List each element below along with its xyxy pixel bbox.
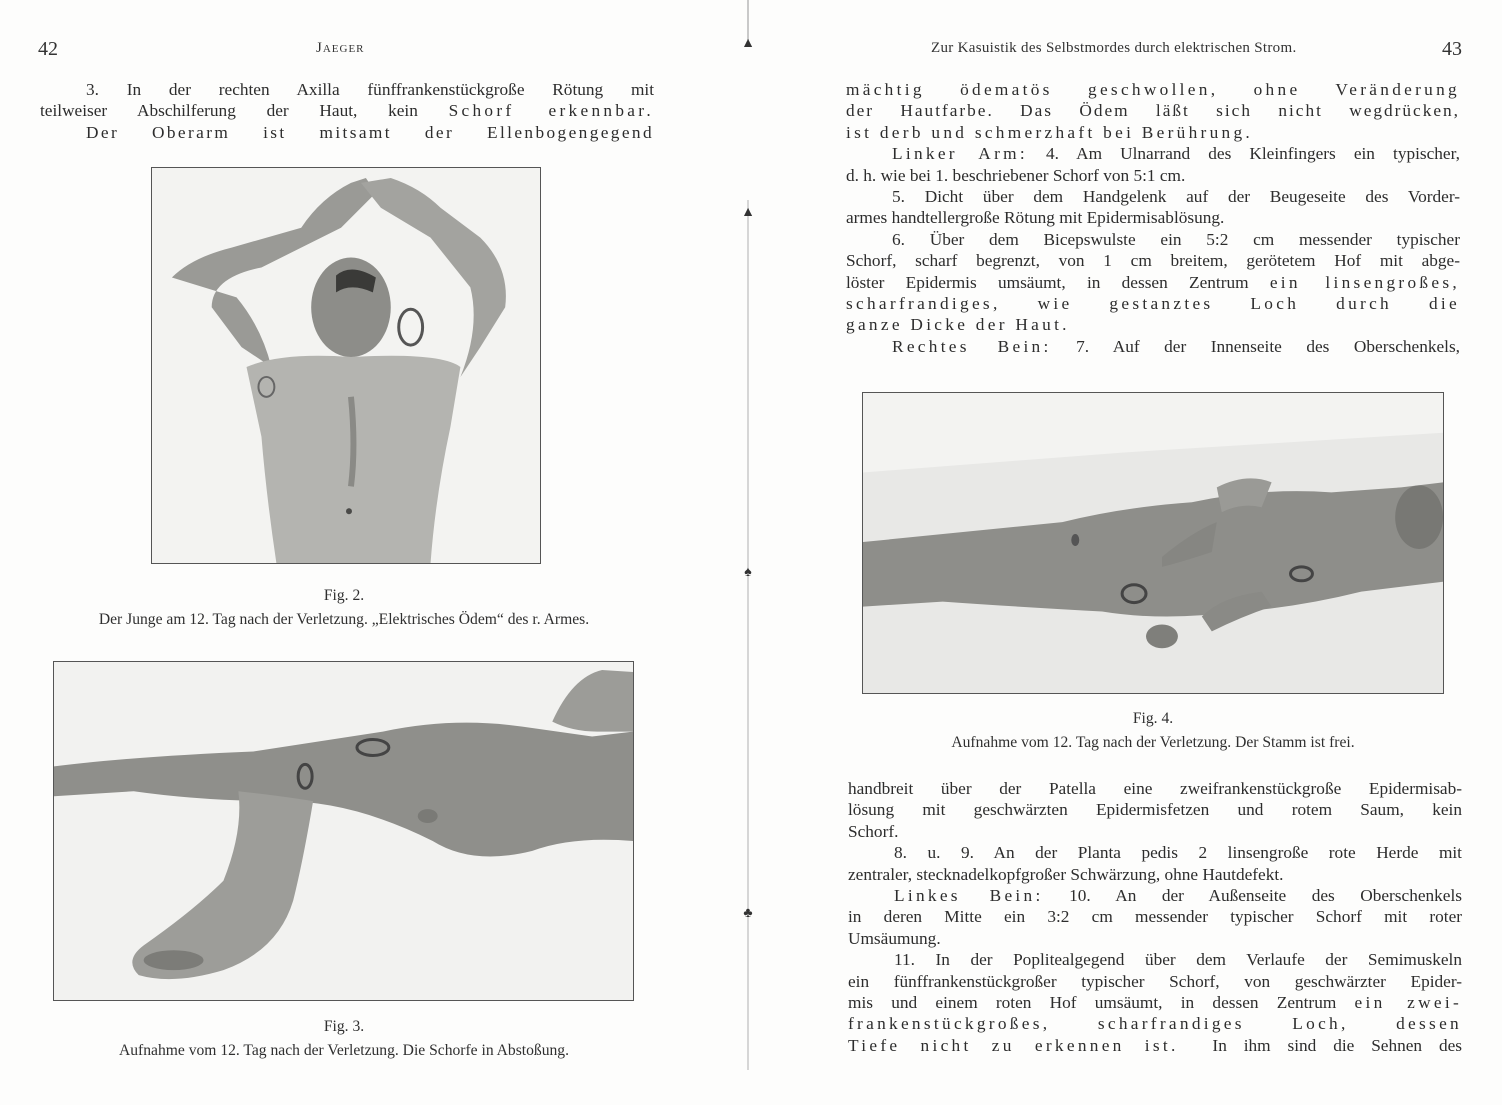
text-line: löster Epidermis umsäumt, in dessen Zentrum ein linsengroßes, [846,272,1460,292]
right-bottom-text [848,778,1462,1056]
page-number-left: 42 [38,38,58,60]
gutter-line [747,0,749,40]
figure-4-caption [862,710,1444,752]
text-line: lösung mit geschwärzten Epidermisfetzen und rotem Saum, kein [848,800,1462,820]
left-page [0,0,700,1105]
text-line: Linkes Bein: 10. An der Außenseite des Oberschenkels [894,886,1462,906]
text-line: teilweiser Abschilferung der Haut, kein Schorf erkennbar. [40,101,654,121]
text-line: frankenstückgroßes, scharfrandiges Loch, dessen [848,1014,1462,1034]
left-top-text [40,79,654,143]
right-page [790,0,1502,1105]
figure-4-number: Fig. 4. [1132,710,1174,727]
figure-3-caption [34,1018,654,1060]
text-line: mächtig ödematös geschwollen, ohne Veränderung [846,80,1460,99]
text-line: ganze Dicke der Haut. [846,315,1070,335]
text-line: ist derb und schmerzhaft bei Berührung. [846,122,1254,142]
binding-mark-icon: ▲ [741,36,755,51]
figure-4-image [863,393,1443,693]
figure-2-number: Fig. 2. [323,587,365,604]
text-line: Schorf. [848,821,899,841]
running-head-right: Zur Kasuistik des Selbstmordes durch elektrischen Strom. [931,40,1297,56]
text-line: 3. In der rechten Axilla fünffrankenstückgroße Rötung mit [86,80,654,99]
text-line: 8. u. 9. An der Planta pedis 2 linsengroße rote Herde mit [894,843,1462,863]
figure-2-caption [34,587,654,629]
text-line: d. h. wie bei 1. beschriebener Schorf von 5:1 cm. [846,165,1186,185]
text-line: ein fünffrankenstückgroßer typischer Schorf, von geschwärzter Epider- [848,971,1462,991]
text-line: Der Oberarm ist mitsamt der Ellenbogengegend [86,122,654,142]
gutter-line [747,200,749,1070]
figure-4-caption-text: Aufnahme vom 12. Tag nach der Verletzung. Der Stamm ist frei. [951,734,1355,751]
figure-3-photo [53,661,634,1001]
text-line: Linker Arm: 4. Am Ulnarrand des Kleinfingers ein typischer, [892,144,1460,164]
text-line: Tiefe nicht zu erkennen ist. In ihm sind die Sehnen des [848,1035,1462,1055]
binding-mark-icon: ♣ [743,906,753,921]
page-number-right: 43 [1442,38,1462,60]
text-line: zentraler, stecknadelkopfgroßer Schwärzung, ohne Hautdefekt. [848,864,1284,884]
figure-3-image [54,662,633,1000]
figure-2-image [152,168,540,563]
text-line: Rechtes Bein: 7. Auf der Innenseite des Oberschenkels, [892,336,1460,356]
figure-3-caption-text: Aufnahme vom 12. Tag nach der Verletzung. Die Schorfe in Abstoßung. [118,1042,570,1059]
text-line: scharfrandiges, wie gestanztes Loch durch die [846,294,1460,314]
text-line: armes handtellergroße Rötung mit Epidermisablösung. [846,208,1225,228]
text-line: der Hautfarbe. Das Ödem läßt sich nicht wegdrücken, [846,101,1460,121]
text-line: 11. In der Poplitealgegend über dem Verlaufe der Semimuskeln [894,950,1462,970]
running-head-left: Jaeger [316,40,365,56]
text-line: 5. Dicht über dem Handgelenk auf der Beugeseite des Vorder- [892,187,1460,207]
text-line: Umsäumung. [848,928,941,948]
text-line: mis und einem roten Hof umsäumt, in dessen Zentrum ein zwei- [848,993,1462,1013]
text-line: in deren Mitte ein 3:2 cm messender typischer Schorf mit roter [848,907,1462,927]
text-line: 6. Über dem Bicepswulste ein 5:2 cm messender typischer [892,229,1460,249]
binding-mark-icon: ▲ [741,205,755,220]
figure-4-photo [862,392,1444,694]
text-line: Schorf, scharf begrenzt, von 1 cm breitem, gerötetem Hof mit abge- [846,251,1460,271]
figure-2-caption-text: Der Junge am 12. Tag nach der Verletzung. „Elektrisches Ödem“ des r. Armes. [98,611,590,628]
text-line: handbreit über der Patella eine zweifrankenstückgroße Epidermisab- [848,779,1462,798]
figure-2-photo [151,167,541,564]
binding-mark-icon: ♠ [744,565,752,580]
figure-3-number: Fig. 3. [323,1018,365,1035]
right-top-text [846,79,1460,357]
